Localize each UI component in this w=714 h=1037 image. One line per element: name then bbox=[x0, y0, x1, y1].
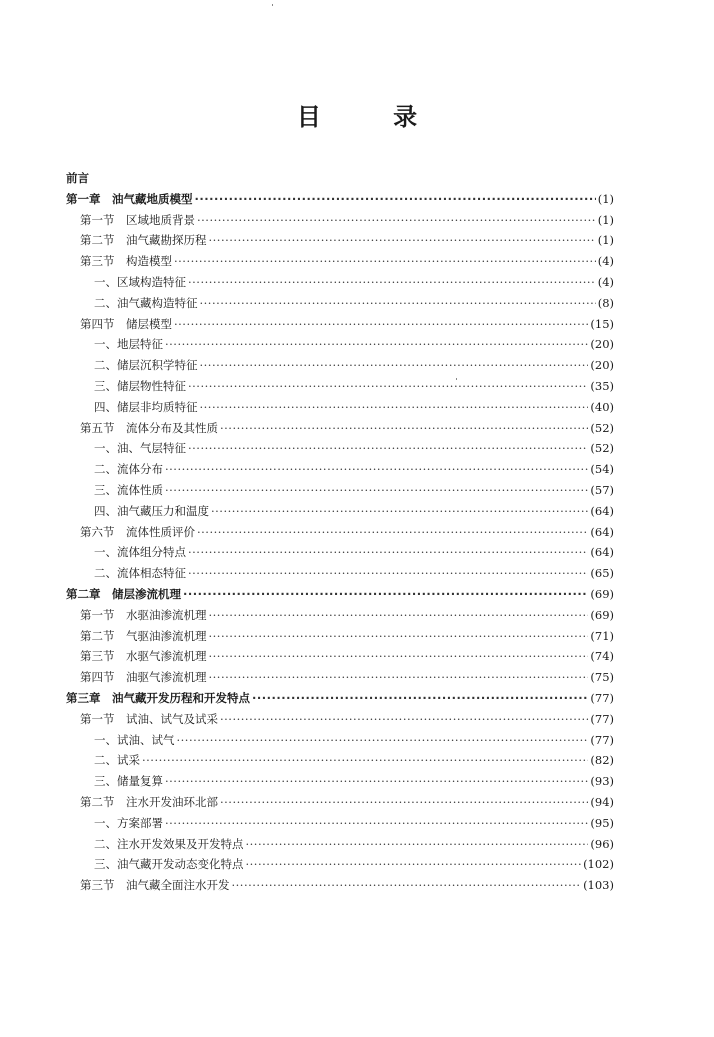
toc-entry bbox=[66, 688, 614, 709]
toc-entry bbox=[94, 834, 614, 855]
toc-entry-page: (75) bbox=[590, 670, 614, 685]
toc-entry-page: (1) bbox=[597, 233, 614, 248]
toc-leader-dots bbox=[220, 709, 588, 730]
toc-leader-dots bbox=[188, 376, 588, 397]
toc-entry bbox=[94, 376, 614, 397]
toc-leader-dots bbox=[197, 210, 596, 231]
toc-leader-dots bbox=[232, 875, 582, 896]
toc-entry-title: 一、油、气层特征 bbox=[94, 441, 186, 456]
toc-entry-page: (103) bbox=[583, 878, 614, 893]
toc-leader-dots bbox=[209, 626, 589, 647]
toc-leader-dots bbox=[195, 189, 596, 210]
toc-leader-dots bbox=[188, 542, 588, 563]
toc-leader-dots bbox=[174, 251, 596, 272]
toc-entry-page: (94) bbox=[590, 795, 614, 809]
toc-leader-dots bbox=[183, 584, 588, 605]
toc-entry-page: (20) bbox=[590, 358, 614, 373]
toc-entry-title: 二、储层沉积学特征 bbox=[94, 358, 198, 373]
toc-entry-page: (52) bbox=[590, 420, 614, 435]
toc-entry-title: 四、储层非均质特征 bbox=[94, 399, 198, 414]
toc-entry-page: (64) bbox=[590, 524, 614, 539]
toc-entry-title: 三、油气藏开发动态变化特点 bbox=[94, 857, 244, 872]
toc-entry bbox=[80, 210, 614, 231]
toc-entry-title: 二、试采 bbox=[94, 753, 140, 768]
toc-entry bbox=[80, 314, 614, 335]
toc-entry-title: 一、区域构造特征 bbox=[94, 275, 186, 289]
toc-entry bbox=[80, 709, 614, 730]
toc-leader-dots bbox=[209, 646, 589, 667]
toc-entry-title: 前言 bbox=[66, 171, 89, 185]
toc-entry-title: 第二节 油气藏勘探历程 bbox=[80, 233, 207, 248]
toc-entry bbox=[94, 730, 614, 751]
toc-entry bbox=[94, 563, 614, 584]
toc-entry-title: 第六节 流体性质评价 bbox=[80, 524, 195, 539]
toc-entry-title: 第三节 构造模型 bbox=[80, 254, 172, 269]
toc-entry-page: (82) bbox=[590, 753, 614, 768]
toc-entry-title: 第五节 流体分布及其性质 bbox=[80, 420, 218, 435]
toc-leader-dots bbox=[252, 688, 588, 709]
toc-entry bbox=[94, 293, 614, 314]
toc-entry-page: (77) bbox=[590, 691, 614, 705]
toc-entry-page: (93) bbox=[590, 774, 614, 789]
toc-entry-title: 第二节 注水开发油环北部 bbox=[80, 795, 218, 809]
toc-entry bbox=[94, 813, 614, 834]
toc-entry bbox=[66, 189, 614, 210]
toc-entry-page: (71) bbox=[590, 628, 614, 643]
toc-entry-page: (77) bbox=[590, 732, 614, 747]
toc-leader-dots bbox=[209, 230, 596, 251]
toc-entry bbox=[80, 646, 614, 667]
toc-entry-title: 二、流体分布 bbox=[94, 462, 163, 477]
toc-entry-title: 二、流体相态特征 bbox=[94, 566, 186, 581]
toc-entry-title: 第三章 油气藏开发历程和开发特点 bbox=[66, 691, 250, 705]
toc-entry-title: 第一节 区域地质背景 bbox=[80, 212, 195, 227]
toc-entry-page: (40) bbox=[590, 399, 614, 414]
toc-entry-title: 第三节 油气藏全面注水开发 bbox=[80, 878, 230, 893]
toc-leader-dots bbox=[211, 501, 588, 522]
toc-leader-dots bbox=[165, 480, 588, 501]
toc-entry-page: (54) bbox=[590, 462, 614, 477]
toc-entry-page: (95) bbox=[590, 815, 614, 830]
toc-entry-page: (4) bbox=[597, 275, 614, 289]
toc-entry-title: 一、方案部署 bbox=[94, 815, 163, 830]
toc-entry-page: (69) bbox=[590, 587, 614, 601]
toc-entry bbox=[80, 230, 614, 251]
toc-entry-page: (52) bbox=[590, 441, 614, 456]
toc-leader-dots bbox=[209, 605, 589, 626]
toc-entry-page: (102) bbox=[583, 857, 614, 872]
toc-entry-title: 第四节 储层模型 bbox=[80, 316, 172, 331]
toc-entry-title: 第三节 水驱气渗流机理 bbox=[80, 649, 207, 664]
scan-speck bbox=[272, 4, 273, 6]
toc-entry-title: 第二章 储层渗流机理 bbox=[66, 587, 181, 601]
toc-entry bbox=[94, 272, 614, 293]
toc-entry-title: 三、储层物性特征 bbox=[94, 379, 186, 393]
toc-entry bbox=[80, 522, 614, 543]
toc-entry bbox=[66, 584, 614, 605]
toc-entry-title: 第一节 试油、试气及试采 bbox=[80, 711, 218, 726]
toc-leader-dots bbox=[200, 293, 596, 314]
toc-entry-title: 三、流体性质 bbox=[94, 483, 163, 497]
toc-entry-page: (57) bbox=[590, 483, 614, 497]
toc-leader-dots bbox=[165, 813, 588, 834]
toc-entry-page: (77) bbox=[590, 711, 614, 726]
toc-leader-dots bbox=[220, 792, 588, 813]
toc-entry-page: (74) bbox=[590, 649, 614, 664]
toc-entry-page: (20) bbox=[590, 337, 614, 352]
toc-leader-dots bbox=[246, 854, 582, 875]
toc-leader-dots bbox=[197, 522, 588, 543]
toc-entry-title: 二、油气藏构造特征 bbox=[94, 295, 198, 310]
toc-entry-page: (35) bbox=[590, 379, 614, 393]
toc-entry-title: 第二节 气驱油渗流机理 bbox=[80, 628, 207, 643]
toc-entry-title: 第一节 水驱油渗流机理 bbox=[80, 607, 207, 622]
toc-entry-title: 二、注水开发效果及开发特点 bbox=[94, 836, 244, 851]
toc-leader-dots bbox=[142, 750, 588, 771]
toc-leader-dots bbox=[220, 418, 588, 439]
toc-leader-dots bbox=[165, 334, 588, 355]
toc-entry bbox=[94, 334, 614, 355]
toc-entry bbox=[94, 501, 614, 522]
toc-entry bbox=[94, 542, 614, 563]
toc-leader-dots bbox=[209, 667, 589, 688]
toc-leader-dots bbox=[200, 355, 589, 376]
toc-leader-dots bbox=[188, 272, 596, 293]
toc-entry-page: (4) bbox=[597, 254, 614, 269]
page-title: 目 录 bbox=[296, 103, 450, 131]
toc-entry bbox=[94, 854, 614, 875]
toc-entry-page: (65) bbox=[590, 566, 614, 581]
toc-entry bbox=[94, 355, 614, 376]
toc-entry bbox=[94, 438, 614, 459]
toc-leader-dots bbox=[165, 459, 588, 480]
toc-entry-page: (1) bbox=[597, 212, 614, 227]
toc-entry-page: (8) bbox=[597, 295, 614, 310]
toc-entry bbox=[66, 168, 614, 189]
toc-entry bbox=[80, 792, 614, 813]
toc-entry-page: (96) bbox=[590, 836, 614, 851]
toc-entry-title: 一、地层特征 bbox=[94, 337, 163, 352]
toc-entry bbox=[94, 750, 614, 771]
toc-entry-title: 三、储量复算 bbox=[94, 774, 163, 789]
toc-entry bbox=[80, 605, 614, 626]
toc-entry-page: (64) bbox=[590, 545, 614, 560]
toc-entry-title: 第一章 油气藏地质模型 bbox=[66, 191, 193, 206]
toc-entry bbox=[80, 626, 614, 647]
toc-entry-page: (69) bbox=[590, 607, 614, 622]
toc-entry-title: 第四节 油驱气渗流机理 bbox=[80, 670, 207, 685]
toc-entry-page: (15) bbox=[590, 316, 614, 331]
toc-entry bbox=[80, 875, 614, 896]
toc-entry-page: (1) bbox=[597, 191, 614, 206]
toc-entry bbox=[94, 397, 614, 418]
toc-leader-dots bbox=[188, 438, 588, 459]
toc-leader-dots bbox=[246, 834, 589, 855]
toc-leader-dots bbox=[200, 397, 589, 418]
toc-entry bbox=[94, 459, 614, 480]
toc-leader-dots bbox=[177, 730, 589, 751]
toc-entry bbox=[80, 418, 614, 439]
toc-entry-title: 一、流体组分特点 bbox=[94, 545, 186, 560]
toc-entry bbox=[80, 251, 614, 272]
scan-speck bbox=[456, 378, 457, 380]
toc-entry-title: 一、试油、试气 bbox=[94, 732, 175, 747]
toc-entry-page: (64) bbox=[590, 503, 614, 518]
toc-leader-dots bbox=[165, 771, 588, 792]
toc-entry bbox=[94, 771, 614, 792]
toc-entry bbox=[94, 480, 614, 501]
toc-leader-dots bbox=[188, 563, 588, 584]
toc-entry bbox=[80, 667, 614, 688]
toc-leader-dots bbox=[174, 314, 588, 335]
toc-entry-title: 四、油气藏压力和温度 bbox=[94, 503, 209, 518]
